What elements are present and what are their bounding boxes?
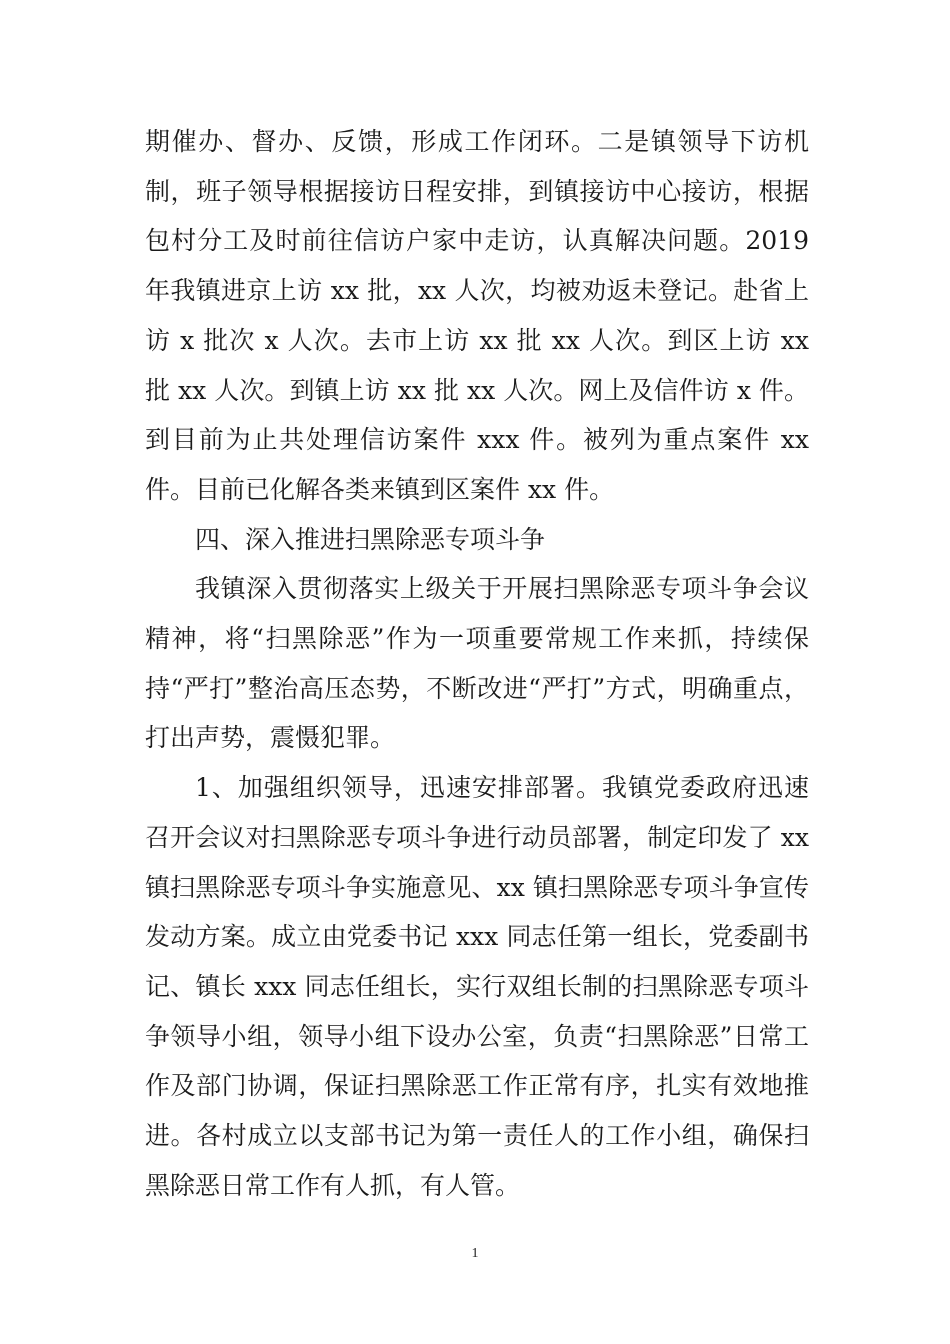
paragraph-section-intro: 我镇深入贯彻落实上级关于开展扫黑除恶专项斗争会议精神，将“扫黑除恶”作为一项重要常规工作来抓，持续保持“严打”整治高压态势，不断改进“严打”方式，明确重点，打出声势，震慑犯罪。	[145, 574, 809, 753]
section-heading: 四、深入推进扫黑除恶专项斗争	[195, 524, 546, 554]
page-number: 1	[471, 1246, 479, 1261]
paragraph-item-1: 1、加强组织领导，迅速安排部署。我镇党委政府迅速召开会议对扫黑除恶专项斗争进行动员部署，制定印发了 xx 镇扫黑除恶专项斗争实施意见、xx 镇扫黑除恶专项斗争宣传发动方案。成立由党委书记 xxx 同志任第一组长，党委副书记、镇长 xxx 同志任组长，实行双组长制的扫黑除恶专项斗争领导小组，领导小组下设办公室，负责“扫黑除恶”日常工作及部门协调，保证扫黑除恶工作正常有序，扎实有效地推进。各村成立以支部书记为第一责任人的工作小组，确保扫黑除恶日常工作有人抓，有人管。	[145, 773, 809, 1200]
body-text	[145, 117, 809, 1210]
paragraph-continuation: 期催办、督办、反馈，形成工作闭环。二是镇领导下访机制，班子领导根据接访日程安排，到镇接访中心接访，根据包村分工及时前往信访户家中走访，认真解决问题。2019 年我镇进京上访 xx 批，xx 人次，均被劝返未登记。赴省上访 x 批次 x 人次。去市上访 xx 批 xx 人次。到区上访 xx 批 xx 人次。到镇上访 xx 批 xx 人次。网上及信件访 x 件。到目前为止共处理信访案件 xxx 件。被列为重点案件 xx 件。目前已化解各类来镇到区案件 xx 件。	[145, 127, 809, 504]
